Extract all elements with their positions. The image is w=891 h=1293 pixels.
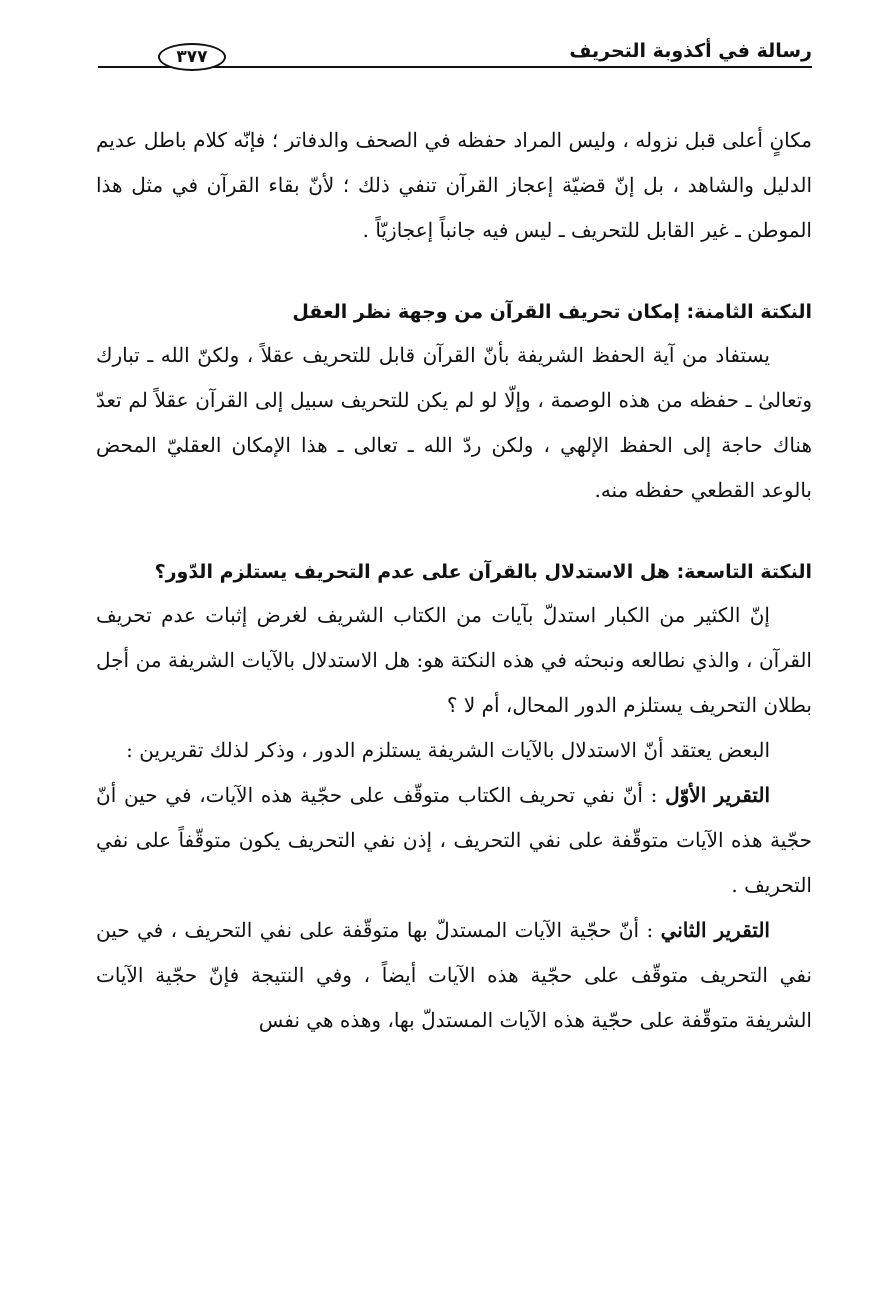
paragraph-second-argument [96,908,812,1043]
paragraph-section-9: إنّ الكثير من الكبار استدلّ بآيات من الكتاب الشريف لغرض إثبات عدم تحريف القرآن ، والذي نطالعه ونبحثه في هذه النكتة هو: هل الاستدلال بالآيات الشريفة من أجل بطلان التحريف يستلزم الدور المحال، أم لا ؟ [96,603,812,717]
page-header [98,38,812,78]
page-body [96,118,812,1043]
second-argument-label: التقرير الثاني [660,918,770,942]
page-number: ٣٧٧ [158,43,226,71]
section-heading-8: النكتة الثامنة: إمكان تحريف القرآن من وجهة نظر العقل [292,301,812,323]
section-heading-9: النكتة التاسعة: هل الاستدلال بالقرآن على عدم التحريف يستلزم الدّور؟ [154,561,812,583]
paragraph-two-arguments: البعض يعتقد أنّ الاستدلال بالآيات الشريفة يستلزم الدور ، وذكر لذلك تقريرين : [126,738,770,762]
first-argument-text: : أنّ نفي تحريف الكتاب متوقّف على حجّية هذه الآيات، في حين أنّ حجّية هذه الآيات متوقّفة على نفي التحريف ، إذن نفي التحريف يكون متوقّفاً على نفي التحريف . [96,783,812,897]
second-argument-text: : أنّ حجّية الآيات المستدلّ بها متوقّفة على نفي التحريف ، في حين نفي التحريف متوقّف على حجّية هذه الآيات أيضاً ، وفي النتيجة فإنّ حجّية الآيات الشريفة متوقّفة على حجّية هذه الآيات المستدلّ بها، وهذه هي نفس [96,918,812,1032]
paragraph-first-argument [96,773,812,908]
paragraph-section-8: يستفاد من آية الحفظ الشريفة بأنّ القرآن قابل للتحريف عقلاً ، ولكنّ الله ـ تبارك وتعالىٰ ـ حفظه من هذه الوصمة ، وإلّا لو لم يكن للتحريف سبيل إلى القرآن عقلاً لم تعدّ هناك حاجة إلى الحفظ الإلهي ، ولكن ردّ الله ـ تعالى ـ هذا الإمكان العقليّ المحض بالوعد القطعي حفظه منه. [96,343,812,502]
first-argument-label: التقرير الأوّل [665,783,770,807]
paragraph-continuation: مكانٍ أعلى قبل نزوله ، وليس المراد حفظه في الصحف والدفاتر ؛ فإنّه كلام باطل عديم الدليل والشاهد ، بل إنّ قضيّة إعجاز القرآن تنفي ذلك ؛ لأنّ بقاء القرآن في مثل هذا الموطن ـ غير القابل للتحريف ـ ليس فيه جانباً إعجازيّاً . [96,128,812,242]
running-title: رسالة في أكذوبة التحريف [569,40,812,62]
